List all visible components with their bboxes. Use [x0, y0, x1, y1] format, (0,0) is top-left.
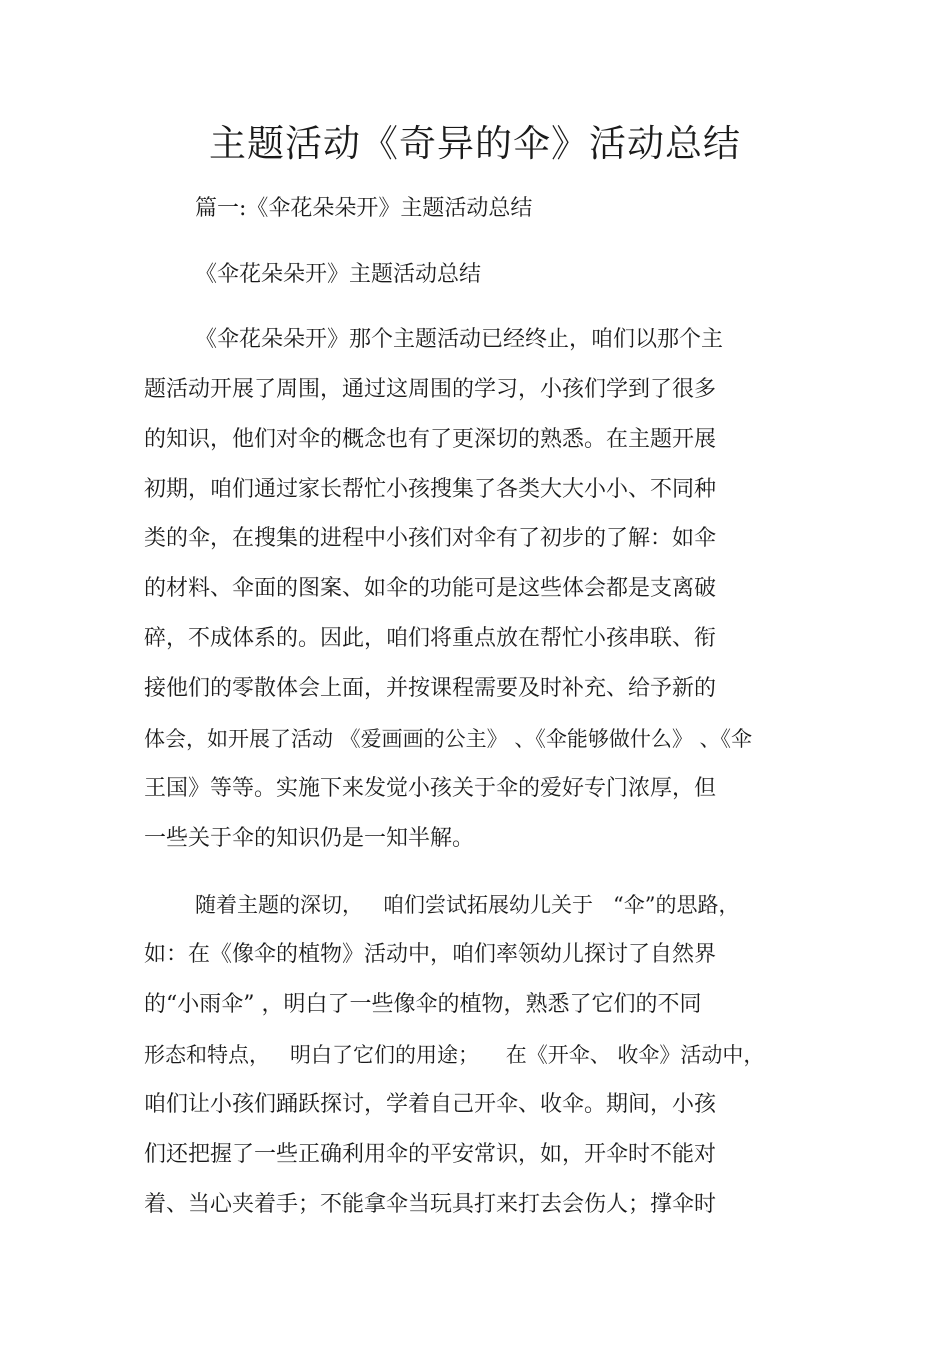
paragraph-line: 如：在《像伞的植物》活动中，咱们率领幼儿探讨了自然界 — [144, 942, 717, 967]
paragraph-line: 的知识，他们对伞的概念也有了更深切的熟悉。在主题开展 — [144, 427, 717, 452]
paragraph-line: 一些关于伞的知识仍是一知半解。 — [144, 826, 475, 851]
section-title: 《伞花朵朵开》主题活动总结 — [195, 262, 482, 287]
paragraph-line: 《伞花朵朵开》那个主题活动已经终止，咱们以那个主 — [195, 327, 724, 352]
paragraph-line: 题活动开展了周围，通过这周围的学习，小孩们学到了很多 — [144, 377, 717, 402]
paragraph-line: 的材料、伞面的图案、如伞的功能可是这些体会都是支离破 — [144, 576, 717, 601]
page-title: 主题活动《奇异的伞》活动总结 — [209, 122, 741, 165]
paragraph-line: 类的伞，在搜集的进程中小孩们对伞有了初步的了解：如伞 — [144, 526, 717, 551]
paragraph-line: 王国》等等。实施下来发觉小孩关于伞的爱好专门浓厚，但 — [144, 776, 717, 801]
paragraph-line: 的“小雨伞” ，明白了一些像伞的植物，熟悉了它们的不同 — [144, 992, 702, 1017]
paragraph-line: 碎，不成体系的。因此，咱们将重点放在帮忙小孩串联、衔 — [144, 626, 717, 651]
paragraph-line: 体会，如开展了活动 《爱画画的公主》 、《伞能够做什么》 、《伞 — [144, 727, 753, 751]
paragraph-line: 形态和特点， 明白了它们的用途； 在《开伞、 收伞》活动中， — [144, 1043, 765, 1067]
paragraph-line: 接他们的零散体会上面，并按课程需要及时补充、给予新的 — [144, 676, 717, 701]
paragraph-line: 随着主题的深切， 咱们尝试拓展幼儿关于 “伞”的思路， — [195, 893, 740, 917]
paragraph-line: 咱们让小孩们踊跃探讨，学着自己开伞、收伞。期间，小孩 — [144, 1092, 717, 1117]
paragraph-line: 初期，咱们通过家长帮忙小孩搜集了各类大大小小、不同种 — [144, 477, 717, 502]
paragraph-line: 着、当心夹着手；不能拿伞当玩具打来打去会伤人；撑伞时 — [144, 1192, 717, 1217]
paragraph-line: 们还把握了一些正确利用伞的平安常识，如，开伞时不能对 — [144, 1142, 717, 1167]
subheading: 篇一:《伞花朵朵开》主题活动总结 — [195, 196, 533, 221]
